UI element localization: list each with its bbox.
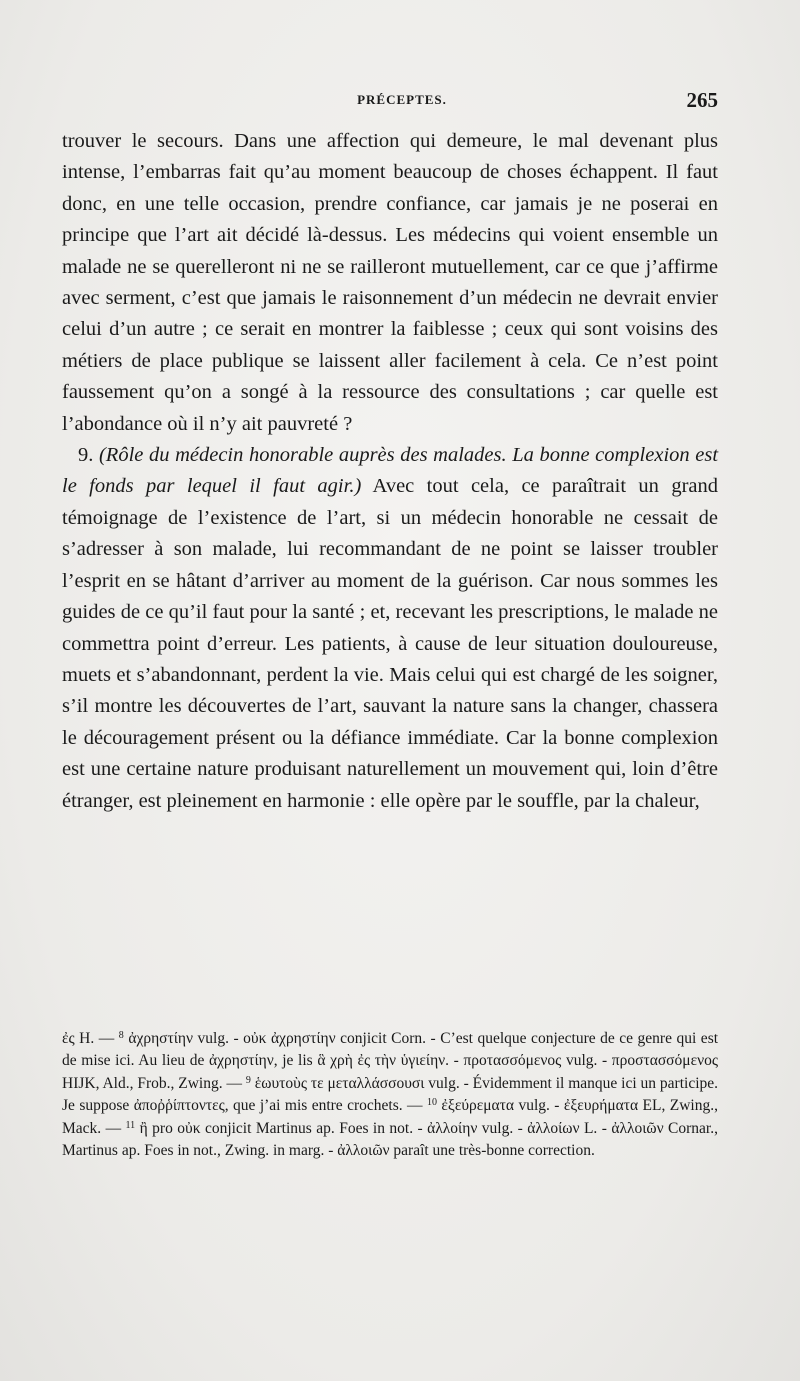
section-number: 9. bbox=[78, 444, 94, 467]
running-header bbox=[62, 88, 718, 112]
footnote-8-mark: 8 bbox=[118, 1030, 124, 1041]
footnote-block bbox=[62, 1028, 718, 1162]
section-heading: (Rôle du médecin honorable auprès des malades. La bonne complexion est le fonds par lequel il faut agir.) bbox=[62, 444, 719, 498]
page-number: 265 bbox=[686, 88, 718, 112]
footnote-9-mark: 9 bbox=[245, 1074, 251, 1086]
footnote-prefix: ἐς H. — bbox=[62, 1030, 115, 1047]
running-title: PRÉCEPTES. bbox=[357, 92, 447, 107]
footnote-11-mark: 11 bbox=[125, 1119, 136, 1131]
footnotes bbox=[62, 1028, 718, 1162]
footnote-11: ἢ pro οὐκ conjicit Martinus ap. Foes in not. - ἀλλοίην vulg. - ἀλλοίων L. - ἀλλοιῶν Cornar., Martinus ap. Foes in not., Zwing. in marg. - ἀλλοιῶν paraît une très-bonne correction. bbox=[62, 1119, 718, 1160]
footnote-8: ἀχρηστίην vulg. - οὐκ ἀχρηστίην conjicit Corn. - C’est quelque conjecture de ce genre qui est de mise ici. Au lieu de ἀχρηστίην, je lis ἃ χρὴ ἐς τὴν ὑγιείην. - προτασσόμενος vulg. - προστασσόμενος HIJK, Ald., Frob., Zwing. — bbox=[62, 1030, 719, 1092]
footnote-9: ἑωυτοὺς τε μεταλλάσσουσι vulg. - Évidemment il manque ici un participe. Je suppose ἀποῤῥίπτοντες, que j’ai mis entre crochets. — bbox=[62, 1074, 719, 1115]
paragraph-2 bbox=[62, 440, 718, 817]
paragraph-2-text: Avec tout cela, ce paraîtrait un grand témoignage de l’existence de l’art, si un médecin honorable ne cessait de s’adresser à son malade, lui recommandant de ne point se laisser troubler l’esprit en se hâtant d’arriver au moment de la guérison. Car nous sommes les guides de ce qu’il faut pour la santé ; et, recevant les prescriptions, le malade ne commettra point d’erreur. Les patients, à cause de leur situation douloureuse, muets et s’abandonnant, perdent la vie. Mais celui qui est chargé de les soigner, s’il montre les découvertes de l’art, sauvant la nature sans la changer, chassera le découragement présent ou la défiance immédiate. Car la bonne complexion est une certaine nature produisant naturellement un mouvement qui, loin d’être étranger, est pleinement en harmonie : elle opère par le souffle, par la chaleur, bbox=[62, 475, 718, 812]
footnote-10-mark: 10 bbox=[426, 1097, 437, 1109]
main-text bbox=[62, 126, 718, 817]
footnote-10: ἐξεύρεματα vulg. - ἐξευρήματα EL, Zwing., Mack. — bbox=[62, 1097, 718, 1137]
paragraph-1: trouver le secours. Dans une affection qui demeure, le mal devenant plus intense, l’embarras fait qu’au moment beaucoup de choses échappent. Il faut donc, en une telle occasion, prendre confiance, car jamais je ne poserai en principe que l’art ait décidé là-dessus. Les médecins qui voient ensemble un malade ne se querelleront ni ne se railleront mutuellement, car ce que j’affirme avec serment, c’est que jamais le raisonnement d’un médecin ne devrait envier celui d’un autre ; ce serait en montrer la faiblesse ; ceux qui sont voisins des métiers de place publique se laissent aller facilement à cela. Ce n’est point faussement qu’on a songé à la ressource des consultations ; car quelle est l’abondance où il n’y ait pauvreté ? bbox=[62, 130, 718, 435]
